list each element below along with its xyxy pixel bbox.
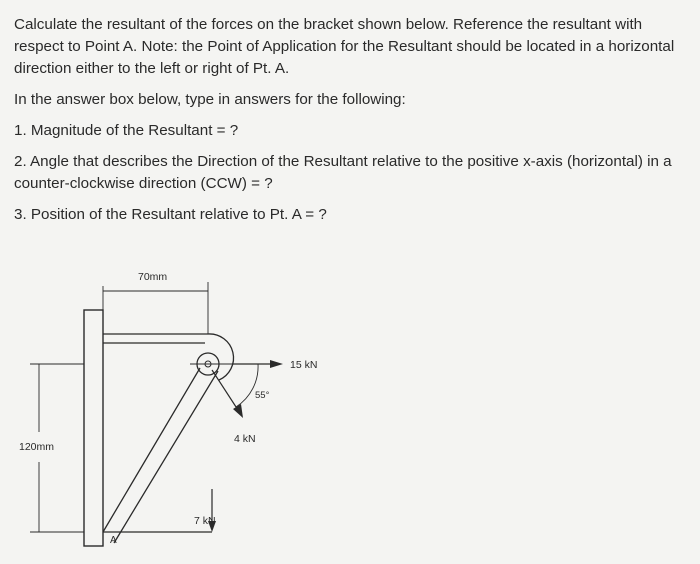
- question-3: 3. Position of the Resultant relative to Pt. A = ?: [14, 206, 327, 223]
- question-2: 2. Angle that describes the Direction of the Resultant relative to the positive x-axis (horizontal) in a counter-clockwise direction (CCW) = ?: [14, 153, 672, 192]
- question-1: 1. Magnitude of the Resultant = ?: [14, 122, 239, 139]
- diagonal-strut-outer: [103, 368, 200, 532]
- force-7kn-label: 7 kN: [194, 515, 216, 527]
- point-a-label: A: [110, 535, 117, 546]
- problem-intro: Calculate the resultant of the forces on the bracket shown below. Reference the resultant with respect to Point A. Note: the Point of Application for the Resultant should be located in a horizontal direction either to the left or right of Pt. A.: [14, 16, 675, 77]
- problem-text: [14, 14, 686, 226]
- angle-55-label: 55°: [255, 390, 270, 401]
- wall-plate: [84, 310, 103, 546]
- answer-instruction: In the answer box below, type in answers for the following:: [14, 91, 406, 108]
- bracket-diagram: [0, 260, 360, 564]
- dim-120-label: 120mm: [19, 441, 55, 453]
- force-15kn-arrowhead: [270, 360, 283, 368]
- force-15kn-label: 15 kN: [290, 359, 318, 371]
- dim-70-label: 70mm: [138, 271, 168, 283]
- force-4kn-label: 4 kN: [234, 433, 256, 445]
